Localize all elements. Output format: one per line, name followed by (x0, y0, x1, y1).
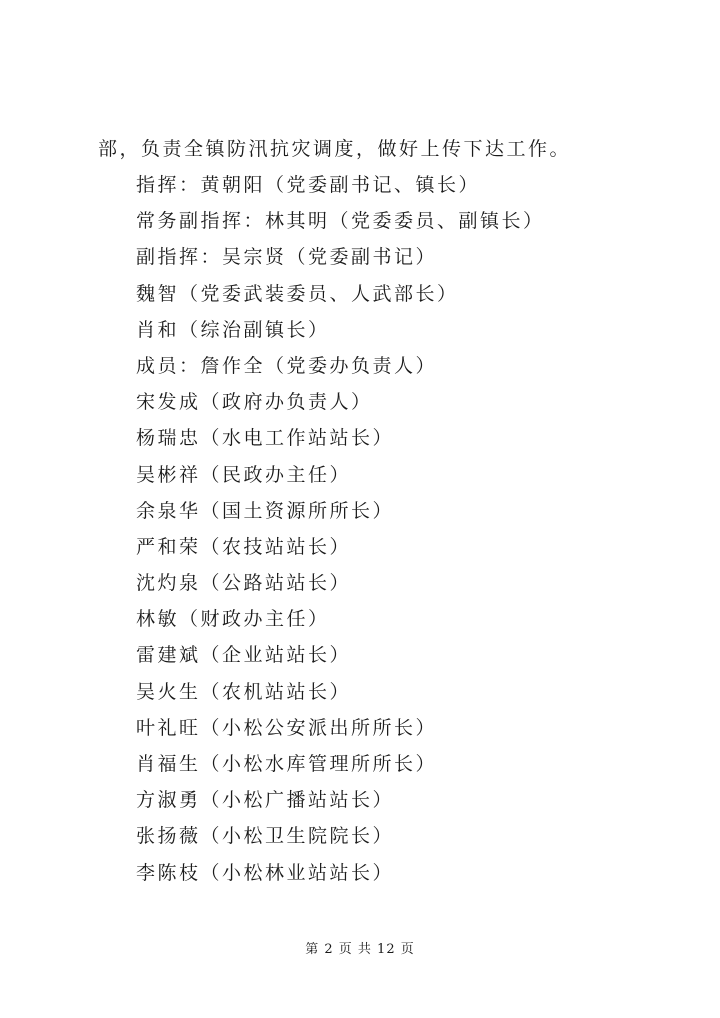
list-item: 李陈枝（小松林业站站长） (136, 861, 395, 884)
list-item: 常务副指挥：林其明（党委委员、副镇长） (136, 210, 545, 233)
list-item: 吴火生（农机站站长） (136, 680, 352, 703)
list-item: 方淑勇（小松广播站站长） (136, 789, 395, 812)
list-item: 叶礼旺（小松公安派出所所长） (136, 716, 438, 739)
list-item: 余泉华（国土资源所所长） (136, 499, 395, 522)
list-item: 肖和（综治副镇长） (136, 318, 330, 341)
list-item: 魏智（党委武装委员、人武部长） (136, 282, 459, 305)
list-item: 杨瑞忠（水电工作站站长） (136, 427, 395, 450)
list-item: 指挥：黄朝阳（党委副书记、镇长） (136, 174, 481, 196)
list-item: 成员：詹作全（党委办负责人） (136, 354, 438, 377)
page-number-footer: 第 2 页 共 12 页 (305, 942, 415, 957)
member-list (136, 170, 545, 894)
list-item: 严和荣（农技站站长） (136, 535, 352, 558)
list-item: 吴彬祥（民政办主任） (136, 463, 352, 486)
list-item: 沈灼泉（公路站站长） (136, 572, 352, 595)
list-item: 肖福生（小松水库管理所所长） (136, 753, 438, 775)
list-item: 林敏（财政办主任） (136, 608, 330, 631)
list-item: 宋发成（政府办负责人） (136, 391, 373, 414)
paragraph-continuation: 部，负责全镇防汛抗灾调度，做好上传下达工作。 (98, 138, 572, 160)
list-item: 张扬薇（小松卫生院院长） (136, 825, 395, 848)
list-item: 副指挥：吴宗贤（党委副书记） (136, 246, 438, 269)
list-item: 雷建斌（企业站站长） (136, 644, 352, 667)
